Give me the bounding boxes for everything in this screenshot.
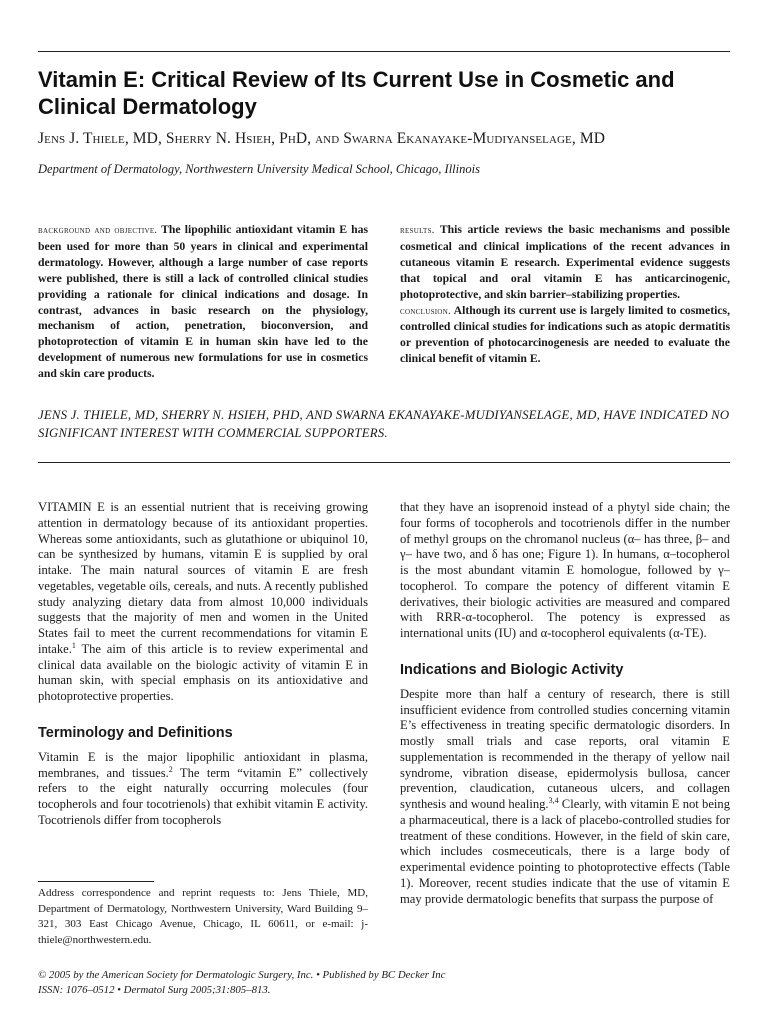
body-right-column <box>400 500 730 907</box>
terminology-text-b: The term “vitamin E” collectively refers to the eight naturally occurring molecules (four tocopherols and four tocotrienols) that exhibit vitamin E activity. Tocotrienols differ from tocopherols <box>38 765 368 827</box>
top-rule <box>38 51 730 52</box>
indications-text-b: Clearly, with vitamin E not being a pharmaceutical, there is a lack of placebo-controlled studies for treatment of these conditions. However, in the field of skin care, which includes cosmeceuticals, there is a large body of experimental evidence pointing to photoprotective effects (Table 1). Moreover, recent studies indicate that the use of vitamin E may provide dermatologic benefits that surpass the purpose of <box>400 797 731 906</box>
abstract-background-label: background and objective. <box>38 225 158 236</box>
abstract-results <box>400 222 730 303</box>
terminology-text-a: Vitamin E is the major lipophilic antioxidant in plasma, membranes, and tissues. <box>38 749 368 780</box>
reference-superscript: 2 <box>168 764 173 774</box>
abstract-results-text: This article reviews the basic mechanisms and possible cosmetical and clinical implications of the recent advances in cutaneous vitamin E research. Experimental evidence suggests that topical and oral vitamin E has anticarcinogenic, photoprotective, and skin barrier–stabilizing properties. <box>400 223 730 301</box>
reference-superscript: 3,4 <box>548 795 559 805</box>
affiliation: Department of Dermatology, Northwestern University Medical School, Chicago, Illinois <box>38 162 480 176</box>
section-heading-terminology: Terminology and Definitions <box>38 724 233 741</box>
abstract-background <box>38 222 368 382</box>
abstract-left-column <box>38 222 368 382</box>
footnote-rule <box>38 881 154 882</box>
article-title: Vitamin E: Critical Review of Its Current Use in Cosmetic and Clinical Dermatology <box>38 67 675 119</box>
issn-line: ISSN: 1076–0512 • Dermatol Surg 2005;31:805–813. <box>38 984 271 996</box>
reference-superscript: 1 <box>71 640 76 650</box>
section-rule <box>38 462 730 463</box>
terminology-continuation <box>400 500 730 642</box>
terminology-continued-text: that they have an isoprenoid instead of a phytyl side chain; the four forms of tocopherols and tocotrienols differ in the number of methyl groups on the chromanol nucleus (α– has three, β– and γ– have two, and δ has one; Figure 1). In humans, α–tocopherol is the most abundant vitamin E homologue, followed by γ–tocopherol. To compare the potency of different vitamin E derivatives, their biologic activities are measured and compared with RRR-α-tocopherol. The potency is expressed as international units (IU) and α-tocopherol equivalents (α-TE). <box>400 500 730 640</box>
journal-footer <box>38 968 730 998</box>
intro-aim-text: The aim of this article is to review experimental and clinical data available on the biologic activity of vitamin E in human skin, with special emphasis on its antioxidative and photoprotective properties. <box>38 641 369 703</box>
intro-paragraph <box>38 500 368 705</box>
section-heading-indications: Indications and Biologic Activity <box>400 661 624 678</box>
abstract-conclusion <box>400 303 730 368</box>
copyright-line: © 2005 by the American Society for Dermatologic Surgery, Inc. • Published by BC Decker Inc <box>38 969 446 981</box>
abstract-right-column <box>400 222 730 367</box>
correspondence-footnote: Address correspondence and reprint requests to: Jens Thiele, MD, Department of Dermatology, Northwestern University, Ward Building 9–321, 303 East Chicago Avenue, Chicago, IL 60611, or e-mail: j-thiele@northwestern.edu. <box>38 887 368 946</box>
abstract-results-label: results. <box>400 225 435 236</box>
abstract-conclusion-text: Although its current use is largely limited to cosmetics, controlled clinical studies for indications such as atopic dermatitis or prevention of photocarcinogenesis are needed to evaluate the clinical benefit of vitamin E. <box>400 303 730 366</box>
indications-text-a: Despite more than half a century of research, there is still insufficient evidence from controlled studies concerning vitamin E’s effectiveness in treating specific dermatologic disorders. In mostly small trials and case reports, oral vitamin E supplementation is recommended in the therapy of yellow nail syndrome, vibration disease, epidermolysis bullosa, cancer prevention, claudication, cutaneous ulcers, and collagen synthesis and wound healing. <box>400 686 730 811</box>
terminology-paragraph <box>38 750 368 829</box>
intro-text: VITAMIN E is an essential nutrient that is receiving growing attention in dermatology because of its antioxidant properties. Whereas some antioxidants, such as glutathione or ubiquinol 10, can be synthesized by humans, vitamin E is supplied by oral intake. The main natural sources of vitamin E are fresh vegetables, vegetable oils, cereals, and nuts. A recently published study analyzing dietary data from almost 10,000 individuals suggests that the majority of men and women in the United States fail to meet the current recommendations for vitamin E intake. <box>38 500 368 656</box>
author-list: Jens J. Thiele, MD, Sherry N. Hsieh, PhD, and Swarna Ekanayake-Mudiyanselage, MD <box>38 130 605 147</box>
abstract-conclusion-label: conclusion. <box>400 305 451 317</box>
abstract-background-text: The lipophilic antioxidant vitamin E has been used for more than 50 years in clinical and experimental dermatology. However, although a large number of case reports were published, there is still a lack of controlled clinical studies providing a rationale for clinical indications and dosage. In contrast, advances in basic research on the physiology, mechanism of action, penetration, bioconversion, and photoprotection of vitamin E in human skin have led to the development of numerous new formulations for use in cosmetics and skin care products. <box>38 223 368 381</box>
indications-paragraph <box>400 687 730 908</box>
conflict-disclosure: JENS J. THIELE, MD, SHERRY N. HSIEH, PHD, AND SWARNA EKANAYAKE-MUDIYANSELAGE, MD, HAVE INDICATED NO SIGNIFICANT INTEREST WITH COMMERCIAL SUPPORTERS. <box>38 408 730 440</box>
body-left-column <box>38 500 368 829</box>
